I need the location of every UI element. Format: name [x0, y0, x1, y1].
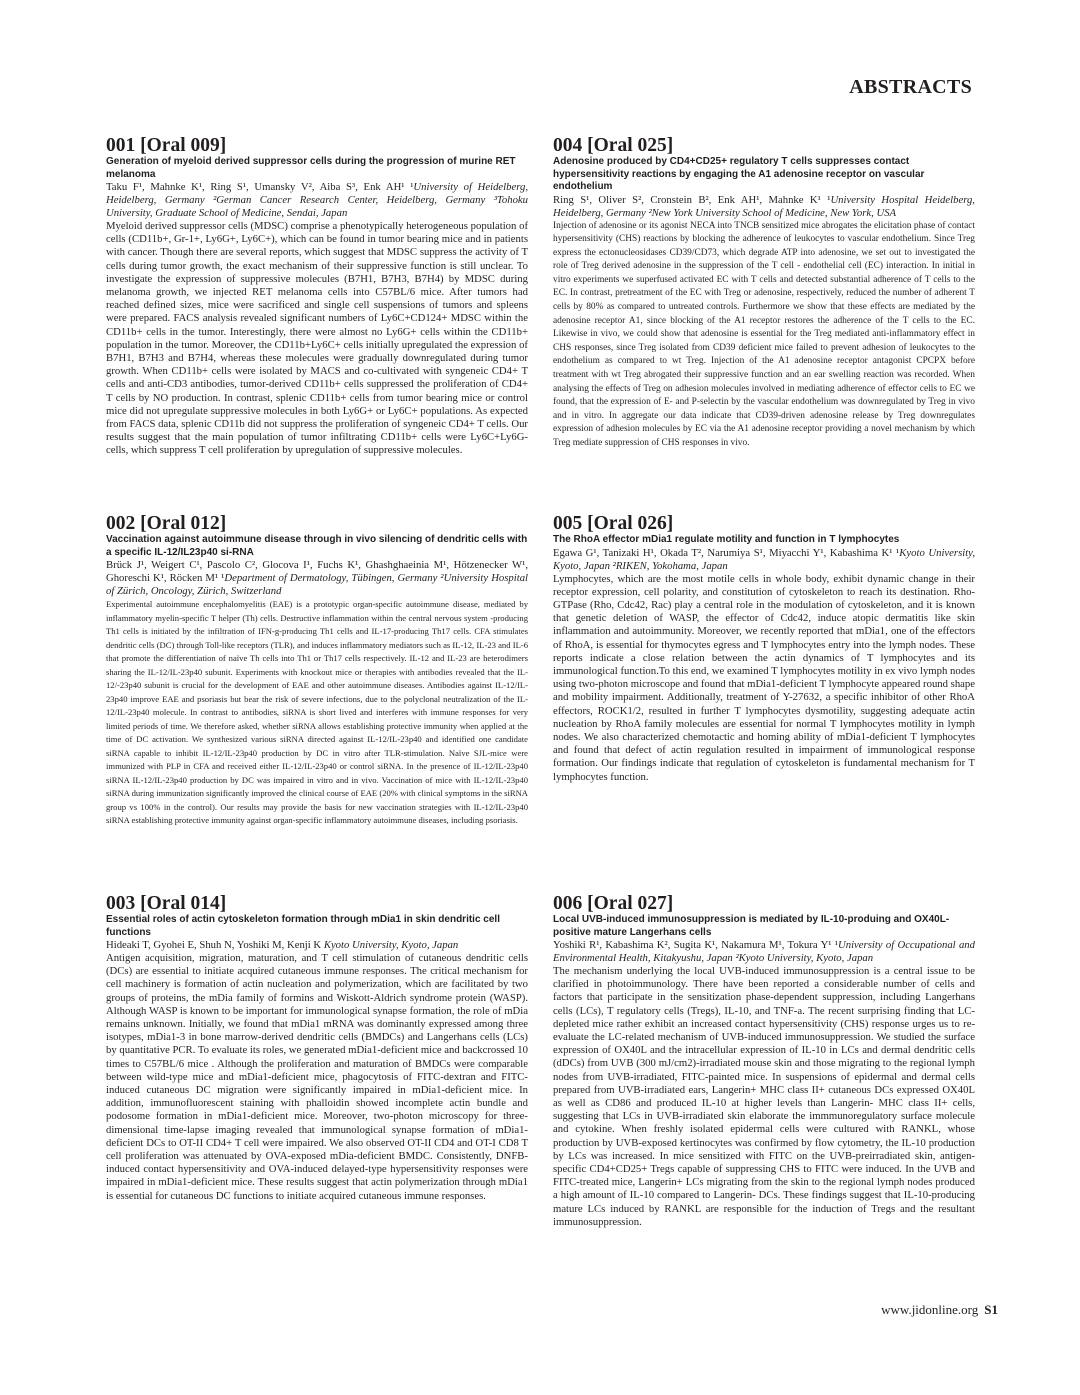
affiliation: University of Heidelberg, Heidelberg, Germany ²German Cancer Research Center, Heidelberg, Germany ³Tohoku University, Graduate School of Medicine, Sendai, Japan — [106, 181, 528, 219]
abstract-title: Adenosine produced by CD4+CD25+ regulatory T cells suppresses contact hypersensitivity reactions by engaging the A1 adenosine receptor on vascular endothelium — [553, 156, 925, 192]
abstract-003 — [106, 894, 528, 1203]
affiliation: University of Occupational and Environmental Health, Kitakyushu, Japan ²Kyoto University, Kyoto, Japan — [553, 939, 975, 964]
affiliation: Kyoto University, Kyoto, Japan ²RIKEN, Yokohama, Japan — [553, 546, 975, 572]
abstract-body: Lymphocytes, which are the most motile cells in whole body, exhibit dynamic change in their receptor expression, cell polarity, and constitution of cytoskeleton to reach its destination. Rho-GTPase (Rho, Cdc42, Rac) play a central role in the modulation of cytoskeleton, and it is known that genetic deletion of WASP, the effector of Cdc42, induce atopic dermatitis like skin inflammation and autoimmunity. Moreover, we recently reported that mDia1, one of the effectors of RhoA, is essential for thymocytes egress and T lymphocytes entry into the lymph nodes. These reports indicate a close relation between the actin dynamics of T lymphocytes and its immunological function.To this end, we examined T lymphocytes motility in ex vivo lymph nodes using two-photon microscope and found that mDia1-deficient T lymphocyte appeared round shape and mobility impairment. Additionally, treatment of Y-27632, a specific inhibitor of other RhoA effectors, ROCK1/2, resulted in further T lymphocytes dysmotility, suggesting adequate actin nucleation by RhoA family molecules are essential for normal T lymphocytes motility in lymph nodes. We also characterized chemotactic and homing ability of mDia1-deficient T lymphocytes and found that defect of actin regulation resulted in impairment of immunological response formation. Our findings indicate that regulation of cytoskeleton is fundamental mechanism for T lymphocytes function. — [553, 572, 975, 783]
journal-url: www.jidonline.org — [881, 1302, 979, 1317]
abstract-authors — [106, 939, 528, 952]
abstract-title: The RhoA effector mDia1 regulate motility and function in T lymphocytes — [553, 534, 900, 545]
author-list: Brück J¹, Weigert C¹, Pascolo C², Glocova I¹, Fuchs K¹, Ghashghaeinia M¹, Hötzenecker W¹, Ghoreschi K¹, Röcken M¹ ¹ — [106, 559, 528, 584]
abstract-number: 004 [Oral 025] — [553, 135, 674, 156]
abstract-authors — [553, 939, 975, 965]
abstract-authors — [553, 547, 975, 573]
abstract-004 — [553, 136, 975, 514]
abstract-number: 006 [Oral 027] — [553, 893, 674, 914]
abstract-002 — [106, 514, 528, 894]
abstract-006 — [553, 894, 975, 1229]
abstract-body: Antigen acquisition, migration, maturation, and T cell stimulation of cutaneous dendritic cells (DCs) are essential to initiate acquired cutaneous immune responses. The critical mechanism for cell machinery is formation of actin nucleation and polymerization, which are facilitated by two groups of proteins, the mDia family of formins and Wiskott-Aldrich syndrome protein (WASP). Although WASP is known to be important for immunological synapse formation, the role of mDia remains unknown. Initially, we found that mDia1 mRNA was dominantly expressed among three isotypes, mDia1-3 in bone marrow-derived dendritic cells (BMDCs) and Langerhans cells (LCs) by quantitative PCR. To evaluate its roles, we generated mDia1-deficient mice and backcrossed 10 times to C57BL/6 mice . Although the proliferation and maturation of BMDCs were comparable between wild-type mice and mDia1-deficient mice, phagocytosis of FITC-dextran and FITC-induced cutaneous DC migration were significantly impaired in mDia1-deficient mice. In addition, immunofluorescent staining with phalloidin showed incomplete actin bundle and podosome formation in mDia1-deficient mice. Moreover, two-photon microscopy for three-dimensional time-lapse imaging revealed that immunological synapse formation of mDia1-deficient DCs to OT-II CD4+ T cell were impaired. We also observed OT-II CD4 and OT-I CD8 T cell proliferation was attenuated by OVA-exposed mDia-deficient BMDC. Consistently, DNFB-induced contact hypersensitivity and OVA-induced delayed-type hypersensitivity responses were impaired in mDia1-deficient mice. These results suggest that actin polymerization through mDia1 is essential for cutaneous DC functions to initiate acquired cutaneous immune responses. — [106, 952, 528, 1202]
abstract-number: 001 [Oral 009] — [106, 135, 227, 156]
affiliation: Department of Dermatology, Tübingen, Germany ²University Hospital of Zürich, Oncology, Zürich, Switzerland — [106, 572, 529, 597]
page-footer — [881, 1302, 998, 1318]
abstract-title: Vaccination against autoimmune disease through in vivo silencing of dendritic cells with a specific IL-12/IL23p40 si-RNA — [106, 534, 528, 558]
abstract-authors — [553, 194, 975, 220]
author-list: Yoshiki R¹, Kabashima K², Sugita K¹, Nakamura M¹, Tokura Y¹ ¹ — [553, 939, 839, 951]
abstract-authors — [106, 181, 528, 220]
abstract-body: The mechanism underlying the local UVB-induced immunosuppression is a central issue to be clarified in photoimmunology. There have been reported a considerable number of cells and factors that participate in the sensitization phase-dependent suppression, including Langerhans cells (LCs), T regulatory cells (Tregs), IL-10, and TNF-a. The recent surprising finding that LC-depleted mice rather exhibit an increased contact hypersensitivity (CHS) response urges us to re-evaluate the LC-related mechanism of UVB-induced immunosuppression. We studied the surface expression of OX40L and the intracellular expression of IL-10 in LCs and dermal dendritic cells (dDCs) from UVB (300 mJ/cm2)-irradiated mouse skin and those migrating to the regional lymph nodes from UVB-irradiated, FITC-painted mice. In suspensions of epidermal and dermal cells prepared from UVB-irradiated ears, Langerin+ MHC class II+ cutaneous DCs expressed OX40L as well as CD86 and produced IL-10 at higher levels than Langerin- MHC class II+ cells, suggesting that LCs in UVB-irradiated skin elaborate the immmunoregulatory surface molecule and cytokine. When freshly isolated epidermal cells were cultured with RANKL, whose production by UVB-exposed kertinocytes was confirmed by flow cytometry, the IL-10 production by LCs was increased. In mice sensitized with FITC on the UVB-preirradiated skin, antigen-specific CD4+CD25+ Tregs capable of suppressing CHS to FITC were induced. In the UVB and FITC-treated mice, Langerin+ LCs migrating from the skin to the regional lymph nodes produced a high amount of IL-10 compared to Langerin- DCs. These findings suggest that IL-10-producing mature LCs induced by RANKL are responsible for the induction of Tregs and the resultant immunosuppression. — [553, 965, 975, 1228]
affiliation: Kyoto University, Kyoto, Japan — [323, 939, 459, 951]
abstract-005 — [553, 514, 975, 894]
section-header: ABSTRACTS — [849, 76, 972, 98]
page-number: S1 — [984, 1302, 998, 1317]
abstract-001 — [106, 136, 528, 514]
right-column — [553, 136, 975, 1229]
abstract-authors — [106, 559, 528, 598]
abstract-number: 005 [Oral 026] — [553, 513, 674, 534]
abstract-title: Local UVB-induced immunosuppression is mediated by IL-10-produing and OX40L-positive mature Langerhans cells — [553, 914, 950, 938]
author-list: Hideaki T, Gyohei E, Shuh N, Yoshiki M, Kenji K — [106, 939, 324, 951]
abstract-number: 002 [Oral 012] — [106, 513, 227, 534]
abstract-body: Injection of adenosine or its agonist NECA into TNCB sensitized mice abrogates the elicitation phase of contact hypersensitivity (CHS) reactions by blocking the adherence of leukocytes to vascular endothelium. Since Treg express the ectonucleosidases CD39/CD73, which degrade ATP into adenosine, we set out to investigated the role of Treg derived adenosine in the suppression of the T cell - endothelial cell (EC) interaction. In initial in vitro experiments we superfused activated EC with T cells and detected substantial adherence of T cells to the EC. In contrast, pretreatment of the EC with Treg or adenosine, respectively, reduced the number of adherent T cells by 80% as compared to untreated controls. Furthermore we show that these effects are mediated by the adenosine receptor A1, since blocking of the A1 receptor restores the adherence of the T cells to the EC. Likewise in vivo, we could show that adenosine is essential for the Treg mediated anti-inflammatory effect in CHS responses, since Treg isolated from CD39 deficient mice failed to prevent adhesion of leukocytes to the endothelium as compared to wt Treg. Injection of the A1 adenosine receptor antagonist CPCPX before treatment with wt Treg abrogated their suppressive function and an ear swelling reaction was recorded. When analysing the effects of Treg on adhesion molecules involved in mediating adherence of effector cells to EC we found, that the expression of E- and P-selectin by the vascular endothelium was downregulated by Treg in vivo and in vitro. In aggregate our data indicate that CD39-driven adenosine release by Treg downregulates expression of adhesion molecules by EC via the A1 adenosine receptor providing a novel mechanism by which Treg mediate suppression of CHS responses in vivo. — [553, 220, 975, 448]
author-list: Ring S¹, Oliver S², Cronstein B², Enk AH¹, Mahnke K¹ ¹ — [553, 193, 831, 206]
abstract-number: 003 [Oral 014] — [106, 893, 227, 914]
affiliation: University Hospital Heidelberg, Heidelberg, Germany ²New York University School of Medicine, New York, USA — [553, 193, 975, 219]
left-column — [106, 136, 528, 1203]
author-list: Egawa G¹, Tanizaki H¹, Okada T², Narumiya S¹, Miyacchi Y¹, Kabashima K¹ ¹ — [553, 546, 900, 559]
author-list: Taku F¹, Mahnke K¹, Ring S¹, Umansky V², Aiba S³, Enk AH¹ ¹ — [106, 181, 414, 193]
abstract-title: Essential roles of actin cytoskeleton formation through mDia1 in skin dendritic cell functions — [106, 914, 500, 938]
abstract-title: Generation of myeloid derived suppressor cells during the progression of murine RET melanoma — [106, 156, 516, 180]
abstract-body: Experimental autoimmune encephalomyelitis (EAE) is a prototypic organ-specific autoimmune disease, mediated by inflammatory myelin-specific T helper (Th) cells. Destructive inflammation within the central nervous system -producing Th1 cells is initiated by the infiltration of IFN-g-producing Th1 cells and IL-17-producing Th17 cells. CFA stimulates dendritic cells (DC) through Toll-like receptors (TLR), and induces inflammatory mediators such as IL-12, IL-23 and IL-6 that promote the differentiation of naïve Th cells into Th1 or Th17 cells respectively. IL-12 and IL-23 are heterodimers sharing the IL-12/IL-23p40 subunit. Experiments with knockout mice or therapies with antibodies revealed that the IL-12/-23p40 subunit is crucial for the development of EAE and other autoimmune diseases. Antibodies against IL-12/IL-23p40 improve EAE and psoriasis but bear the risk of severe infections, due to the polyclonal neutralization of the IL-12/IL-23p40 molecule. In contrast to antibodies, siRNA is short lived and interferes with immune responses for very limited periods of time. We therefore asked, whether siRNA allows establishing protective immunity when applied at the time of DC activation. We synthesized various siRNA directed against IL-12/IL-23p40 and identified one candidate siRNA capable to inhibit IL-12/IL-23p40 production by DC in vitro after TLR-stimulation. Naïve SJL-mice were immunized with PLP in CFA and received either IL-12/IL-23p40 or control siRNA. In the presence of IL-12/IL-23p40 siRNA IL-12/IL-23p40 production by DC was impaired in vitro and in vivo. Vaccination of mice with IL-12/IL-23p40 siRNA during immunization significantly improved the clinical course of EAE (20% with clinical symptoms in the siRNA group vs 100% in the control). Our results may provide the basis for new vaccination strategies with IL-12/IL-23p40 siRNA establishing protective immunity against organ-specific inflammatory autoimmune diseases, including psoriasis. — [106, 599, 528, 825]
abstract-body: Myeloid derived suppressor cells (MDSC) comprise a phenotypically heterogeneous population of cells (CD11b+, Gr-1+, Ly6G+, Ly6C+), which can be found in tumor bearing mice and in patients with cancer. Though there are several reports, which suggest that MDSC suppress the activity of T cells during tumor growth, the exact mechanism of their suppressive function is still unclear. To investigate the expression of suppressive molecules (B7H1, B7H3, B7H4) by MDSC during melanoma growth, we injected RET melanoma cells into C57BL/6 mice. After tumors had reached defined sizes, mice were sacrificed and single cell suspensions of tumors and spleens were prepared. FACS analysis revealed significant numbers of Ly6C+CD124+ MDSC within the CD11b+ cells in the tumor. Interestingly, there were almost no Ly6G+ cells within the CD11b+ population in the tumor. Moreover, the CD11b+Ly6C+ cells initially upregulated the expression of B7H1, B7H3 and B7H4, whereas these molecules were gradually downregulated during tumor growth. When CD11b+ cells were isolated by MACS and co-cultivated with syngeneic CD4+ T cells and anti-CD3 antibodies, tumor-derived CD11b+ cells suppressed the proliferation of CD4+ T cells by NO production. In contrast, splenic CD11b+ cells from tumor bearing mice or control mice did not upregulate suppressive molecules in both Ly6G+ or Ly6C+ populations. As expected from FACS data, splenic CD11b did not suppress the proliferation of syngeneic CD4+ T cells. Our results suggest that the main population of tumor infiltrating CD11b+ cells were Ly6C+Ly6G- cells, which suppress T cell proliferation by upregulation of suppressive molecules. — [106, 220, 528, 457]
